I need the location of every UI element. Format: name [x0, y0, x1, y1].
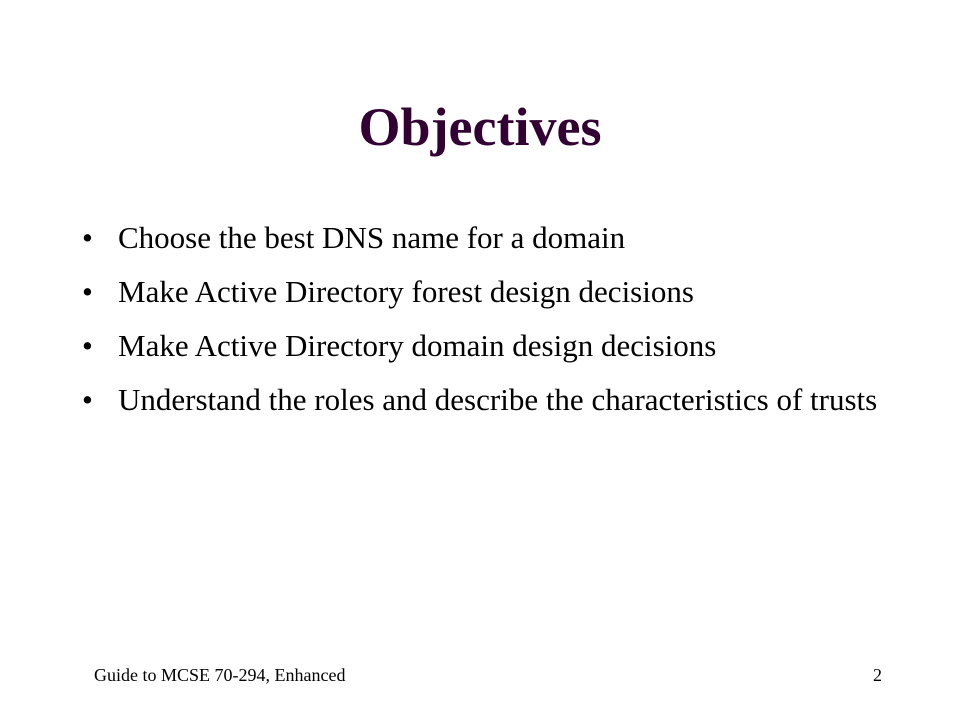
slide-title: Objectives — [358, 97, 602, 157]
bullet-dot-icon: • — [82, 274, 93, 309]
bullet-list — [82, 220, 882, 436]
bullet-item — [82, 382, 882, 418]
bullet-item — [82, 220, 882, 256]
bullet-text: Understand the roles and describe the characteristics of trusts — [118, 382, 878, 417]
bullet-dot-icon: • — [82, 220, 93, 255]
bullet-text: Make Active Directory domain design decisions — [118, 328, 717, 363]
bullet-dot-icon: • — [82, 382, 93, 417]
bullet-text: Make Active Directory forest design decisions — [118, 274, 694, 309]
page-number: 2 — [873, 665, 882, 685]
bullet-text: Choose the best DNS name for a domain — [118, 220, 626, 255]
footer-course-title: Guide to MCSE 70-294, Enhanced — [94, 665, 346, 685]
bullet-item — [82, 328, 882, 364]
bullet-item — [82, 274, 882, 310]
bullet-dot-icon: • — [82, 328, 93, 363]
